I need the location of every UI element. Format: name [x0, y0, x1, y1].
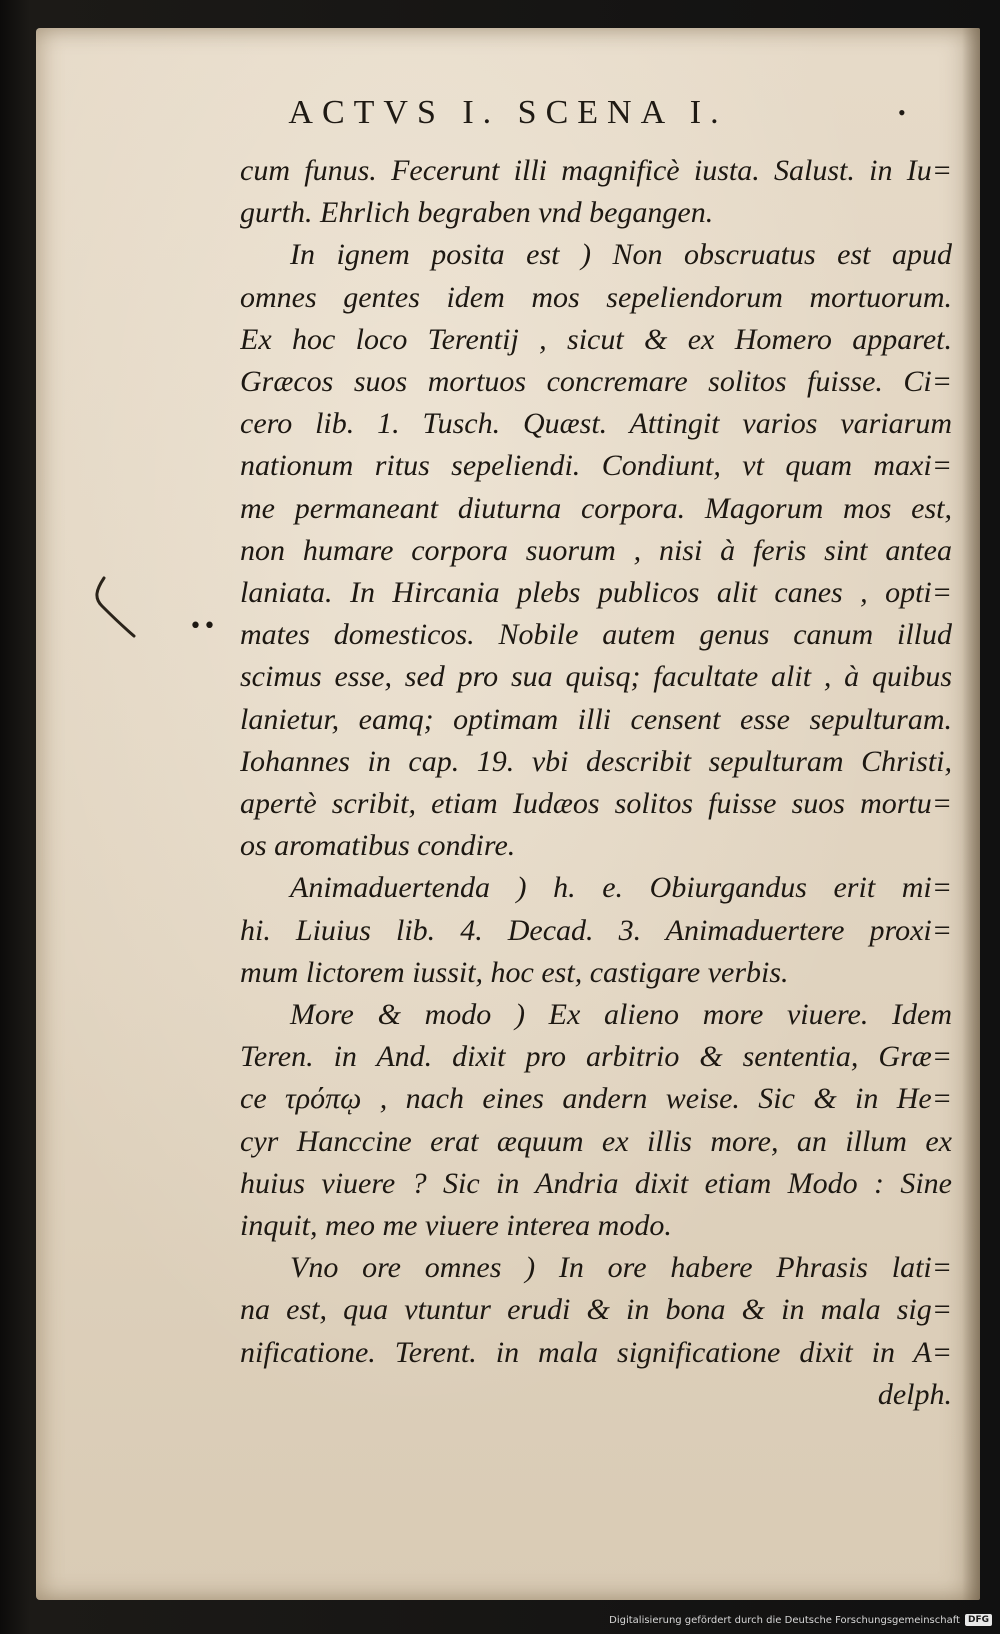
text-line: cyr Hanccine erat æquum ex illis more, an illum ex [240, 1124, 952, 1158]
text-line: mates domesticos. Nobile autem genus canum illud [240, 618, 952, 652]
text-line: non humare corpora suorum , nisi à feris sint antea [240, 533, 952, 567]
text-line: laniata. In Hircania plebs publicos alit canes , opti= [240, 576, 952, 610]
text-line: lanietur, eamq; optimam illi censent esse sepulturam. [240, 702, 952, 736]
text-line: cum funus. Fecerunt illi magnificè iusta. Salust. in Iu= [240, 154, 952, 187]
text-line: scimus esse, sed pro sua quisq; facultate alit , à quibus [240, 660, 952, 694]
running-header [36, 94, 980, 132]
text-line: ce τρόπῳ , nach eines andern weise. Sic & in He= [240, 1082, 952, 1116]
catchword: delph. [877, 1377, 952, 1411]
body-text [240, 150, 952, 1416]
text-line: cero lib. 1. Tusch. Quæst. Attingit varios variarum [240, 407, 952, 441]
text-line: me permaneant diuturna corpora. Magorum mos est, [240, 491, 952, 525]
text-line: na est, qua vtuntur erudi & in bona & in mala sig= [240, 1293, 952, 1327]
text-line: nificatione. Terent. in mala significatione dixit in A= [240, 1335, 952, 1369]
text-line: Ex hoc loco Terentij , sicut & ex Homero apparet. [240, 322, 952, 356]
margin-note-dots: •• [189, 614, 217, 639]
lemma-line: More & modo ) Ex alieno more viuere. Idem [290, 998, 952, 1032]
dfg-logo: DFG [965, 1614, 992, 1626]
lemma-line: Animaduertenda ) h. e. Obiurgandus erit mi= [290, 871, 952, 905]
lemma-line: Vno ore omnes ) In ore habere Phrasis lati= [290, 1251, 952, 1285]
credit-text: Digitalisierung gefördert durch die Deutsche Forschungsgemeinschaft [609, 1614, 960, 1626]
text-line: mum lictorem iussit, hoc est, castigare verbis. [240, 955, 789, 989]
text-line: hi. Liuius lib. 4. Decad. 3. Animaduertere proxi= [240, 913, 952, 947]
header-mark: • [898, 100, 906, 125]
margin-bracket-mark [86, 574, 146, 644]
text-line: inquit, meo me viuere interea modo. [240, 1209, 672, 1243]
lemma-line: In ignem posita est ) Non obscruatus est apud [290, 238, 952, 272]
text-line: nationum ritus sepeliendi. Condiunt, vt quam maxi= [240, 449, 952, 483]
text-line: Teren. in And. dixit pro arbitrio & sententia, Græ= [240, 1040, 952, 1074]
running-header-title: ACTVS I. SCENA I. [288, 94, 728, 131]
page-gutter-shadow [962, 28, 980, 1600]
text-line: apertè scribit, etiam Iudæos solitos fuisse suos mortu= [240, 787, 952, 821]
digitization-credit [609, 1610, 992, 1630]
text-line: gurth. Ehrlich begraben vnd begangen. [240, 196, 714, 230]
text-line: Iohannes in cap. 19. vbi describit sepulturam Christi, [240, 744, 952, 778]
text-line: os aromatibus condire. [240, 829, 516, 863]
book-page [36, 28, 980, 1600]
text-line: huius viuere ? Sic in Andria dixit etiam Modo : Sine [240, 1166, 952, 1200]
text-line: omnes gentes idem mos sepeliendorum mortuorum. [240, 280, 952, 314]
text-line: Græcos suos mortuos concremare solitos fuisse. Ci= [240, 365, 952, 399]
